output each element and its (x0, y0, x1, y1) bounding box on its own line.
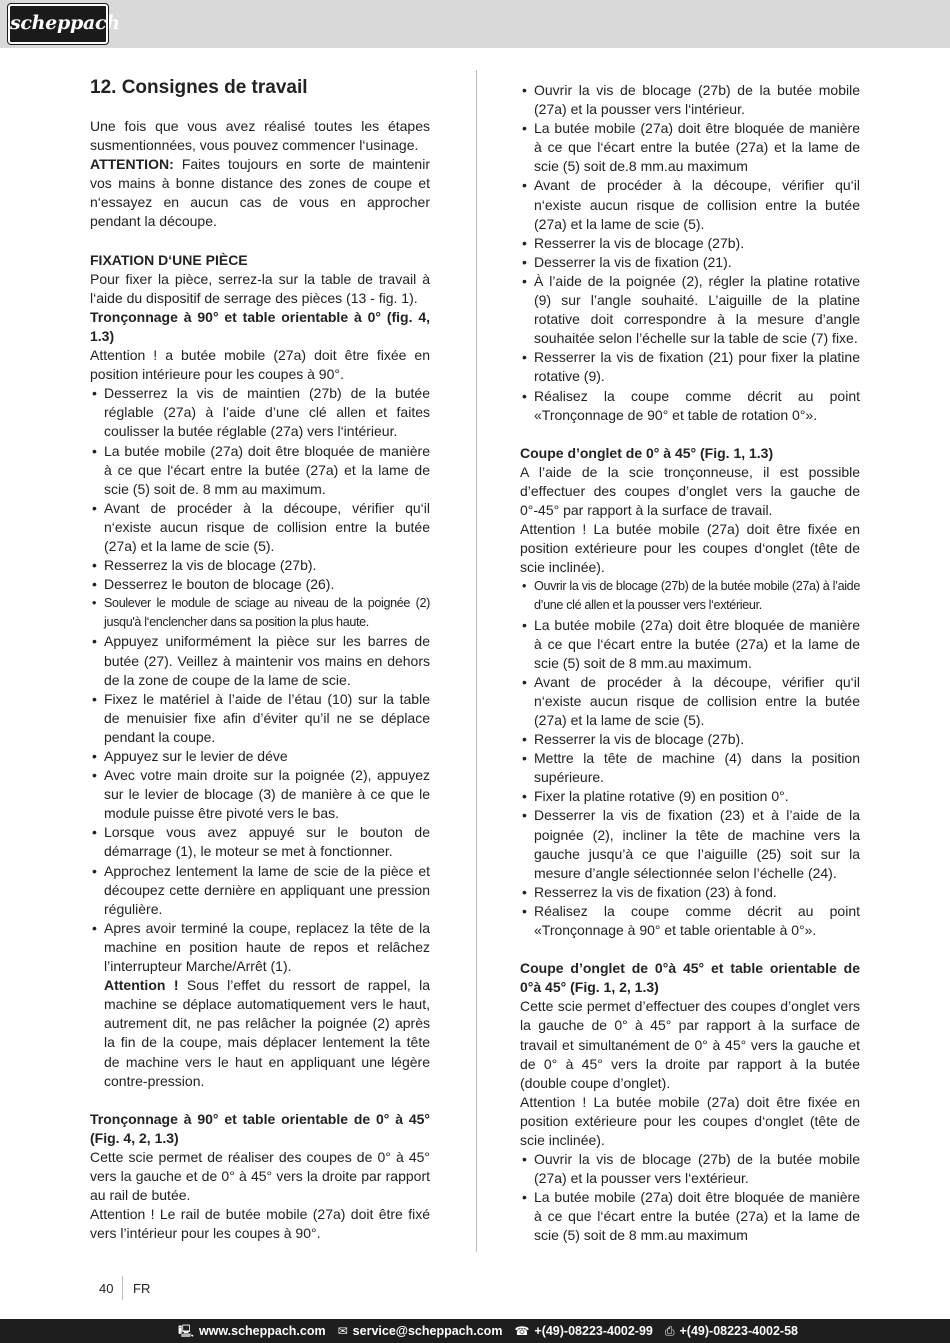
list-item: • Desserrez la vis de maintien (27b) de la butée réglable (27a) à l’aide d’une clé allen et faites coulisser la butée réglable (27a) vers l‘intérieur. (90, 384, 430, 441)
list-item: • Appuyez sur le levier de déve (90, 747, 430, 766)
attention-text: Faites toujours en sorte de maintenir vos mains à bonne distance des zones de coupe et n‘essayez en aucun cas de vous en approcher pendant la découpe. (90, 156, 430, 230)
final-attention-text: Sous l’effet du ressort de rappel, la machine se déplace automatiquement vers le haut, autrement dit, ne pas relâcher la poignée (2) après la fin de la coupe, mais déplacer lentement la tête de machine vers le haut en appliquant une légère contre-pression. (104, 977, 430, 1089)
onglet-note: Attention ! La butée mobile (27a) doit être fixée en position extérieure pour les coupes d‘onglet (tête de scie inclinée). (520, 521, 860, 576)
tronconnage-note: Attention ! a butée mobile (27a) doit être fixée en position intérieure pour les coupes à 90°. (90, 347, 430, 383)
website-text: www.scheppach.com (198, 1324, 326, 1338)
list-item: • Resserrez la vis de fixation (23) à fond. (520, 883, 860, 902)
mail-icon: ✉ (337, 1324, 348, 1338)
footer-website[interactable] (178, 1319, 326, 1343)
list-item: • Approchez lentement la lame de scie de la pièce et découpez cette dernière en appliquant une pression régulière. (90, 862, 430, 919)
tronconnage2-heading: Tronçonnage à 90° et table orientable de 0° à 45° (Fig. 4, 2, 1.3) (90, 1110, 430, 1146)
tronconnage-heading: Tronçonnage à 90° et table orientable à 0° (fig. 4, 1.3) (90, 308, 430, 344)
double-onglet-note: Attention ! La butée mobile (27a) doit être fixée en position extérieure pour les coupes d‘onglet (tête de scie inclinée). (520, 1093, 860, 1148)
double-onglet-steps (520, 1150, 860, 1245)
tronconnage2-note: Attention ! Le rail de butée mobile (27a) doit être fixé vers l’intérieur pour les coupes à 90°. (90, 1206, 430, 1242)
footer-email[interactable] (338, 1319, 503, 1343)
list-item: • La butée mobile (27a) doit être bloquée de manière à ce que l‘écart entre la butée (27a) et la lame de scie (5) soit de. 8 mm au maximum. (90, 442, 430, 499)
footer-fax (665, 1319, 798, 1343)
list-item: • Lorsque vous avez appuyé sur le bouton de démarrage (1), le moteur se met à fonctionner. (90, 823, 430, 861)
page-number: 40 (99, 1281, 114, 1296)
fax-text: +(49)-08223-4002-58 (679, 1324, 798, 1338)
onglet-heading: Coupe d’onglet de 0° à 45° (Fig. 1, 1.3) (520, 444, 774, 461)
footer-phone[interactable] (514, 1319, 652, 1343)
list-item: • Fixer la platine rotative (9) en position 0°. (520, 787, 860, 806)
final-attention-label: Attention ! (104, 977, 179, 994)
list-item: • À l’aide de la poignée (2), régler la platine rotative (9) sur l’angle souhaité. L’aiguille de la platine rotative doit correspondre à la mesure d’angle souhaitée selon l’échelle sur la table de scie (7) fixe. (520, 272, 860, 348)
list-item: • Ouvrir la vis de blocage (27b) de la butée mobile (27a) à l’aide d’une clé allen et la pousser vers l‘extérieur. (520, 577, 860, 615)
double-onglet-heading: Coupe d’onglet de 0°à 45° et table orientable de 0°à 45° (Fig. 1, 2, 1.3) (520, 960, 860, 996)
language-code: FR (133, 1281, 151, 1296)
list-item: • Resserrez la vis de blocage (27b). (90, 556, 430, 575)
list-item: • Ouvrir la vis de blocage (27b) de la butée mobile (27a) et la pousser vers l‘intérieur. (520, 81, 860, 119)
list-item: • Avant de procéder à la découpe, vérifier qu‘il n‘existe aucun risque de collision entre la butée (27a) et la lame de scie (5). (520, 176, 860, 233)
fax-icon: ⎙ (664, 1324, 675, 1338)
continued-steps (520, 81, 860, 425)
list-item: • Réalisez la coupe comme décrit au point «Tronçonnage de 90° et table de rotation 0°». (520, 387, 860, 425)
onglet-text: A l’aide de la scie tronçonneuse, il est possible d’effectuer des coupes d’onglet vers la gauche de 0°-45° par rapport à la surface de travail. (520, 463, 860, 518)
footer-bar (0, 1319, 950, 1343)
list-item: • Desserrer la vis de fixation (21). (520, 253, 860, 272)
tronconnage-steps (90, 384, 430, 1090)
email-text: service@scheppach.com (352, 1324, 503, 1338)
attention-label: ATTENTION: (90, 156, 174, 173)
laptop-icon: 🖳 (177, 1324, 194, 1338)
list-item: • La butée mobile (27a) doit être bloquée de manière à ce que l‘écart entre la butée (27a) et la lame de scie (5) soit de 8 mm.au maximum (520, 1188, 860, 1245)
phone-text: +(49)-08223-4002-99 (534, 1324, 653, 1338)
list-item: • Avant de procéder à la découpe, vérifier qu‘il n‘existe aucun risque de collision entre la butée (27a) et la lame de scie (5). (90, 499, 430, 556)
list-item: • Resserrer la vis de fixation (21) pour fixer la platine rotative (9). (520, 348, 860, 386)
header-bar (0, 0, 950, 48)
list-item-final (90, 919, 430, 1091)
list-item: • La butée mobile (27a) doit être bloquée de manière à ce que l‘écart entre la butée (27a) et la lame de scie (5) soit de.8 mm.au maximum (520, 119, 860, 176)
intro-paragraph (90, 117, 430, 232)
tronconnage2-text: Cette scie permet de réaliser des coupes de 0° à 45° vers la gauche et de 0° à 45° vers la droite par rapport au rail de butée. (90, 1148, 430, 1204)
list-item: • Desserrer la vis de fixation (23) et à l’aide de la poignée (2), incliner la tête de machine vers la gauche jusqu’à ce que l’aiguille (25) soit sur la mesure d’angle sélectionnée selon l’échelle (24). (520, 806, 860, 882)
phone-icon: ☎ (514, 1324, 530, 1338)
list-item: • Avant de procéder à la découpe, vérifier qu‘il n‘existe aucun risque de collision entre la butée (27a) et la lame de scie (5). (520, 673, 860, 730)
list-item: • Fixez le matériel à l’aide de l’étau (10) sur la table de menuisier fixe afin d’éviter qu’il ne se déplace pendant la coupe. (90, 690, 430, 747)
list-item: • Resserrer la vis de blocage (27b). (520, 730, 860, 749)
page-number-separator (122, 1276, 123, 1300)
list-item: • Avec votre main droite sur la poignée (2), appuyez sur le levier de blocage (3) de manière à ce que le module puisse être pivoté vers le bas. (90, 766, 430, 823)
fixation-text: Pour fixer la pièce, serrez-la sur la table de travail à l‘aide du dispositif de serrage des pièces (13 - fig. 1). (90, 270, 430, 306)
fixation-heading: FIXATION D‘UNE PIÈCE (90, 251, 248, 268)
final-step-text: Apres avoir terminé la coupe, replacez la tête de la machine en position haute de repos et relâchez l’interrupteur Marche/Arrêt (1). (104, 919, 430, 975)
section-title: 12. Consignes de travail (90, 77, 308, 98)
left-column (90, 77, 430, 1243)
onglet-steps (520, 577, 860, 940)
list-item: • Mettre la tête de machine (4) dans la position supérieure. (520, 749, 860, 787)
list-item: • Soulever le module de sciage au niveau de la poignée (2) jusqu'à l‘enclencher dans sa position la plus haute. (90, 594, 430, 632)
column-divider (476, 70, 477, 1252)
list-item: • Resserrer la vis de blocage (27b). (520, 234, 860, 253)
list-item: • Réalisez la coupe comme décrit au point «Tronçonnage à 90° et table orientable à 0°». (520, 902, 860, 940)
scheppach-logo: scheppach (8, 4, 108, 44)
list-item: • La butée mobile (27a) doit être bloquée de manière à ce que l‘écart entre la butée (27a) et la lame de scie (5) soit de 8 mm.au maximum. (520, 616, 860, 673)
intro-text: Une fois que vous avez réalisé toutes les étapes susmentionnées, vous pouvez commencer l‘usinage. (90, 118, 430, 154)
list-item: • Ouvrir la vis de blocage (27b) de la butée mobile (27a) et la pousser vers l‘extérieur. (520, 1150, 860, 1188)
right-column (520, 81, 860, 1246)
list-item: • Appuyez uniformément la pièce sur les barres de butée (27). Veillez à maintenir vos mains en dehors de la zone de coupe de la lame de scie. (90, 632, 430, 689)
double-onglet-text: Cette scie permet d’effectuer des coupes d’onglet vers la gauche de 0° à 45° par rapport à la surface de travail et simultanément de 0° à 45° vers la gauche et de 0° à 45° vers la droite par rapport à la butée (double coupe d’onglet). (520, 998, 860, 1091)
list-item: • Desserrez le bouton de blocage (26). (90, 575, 430, 594)
